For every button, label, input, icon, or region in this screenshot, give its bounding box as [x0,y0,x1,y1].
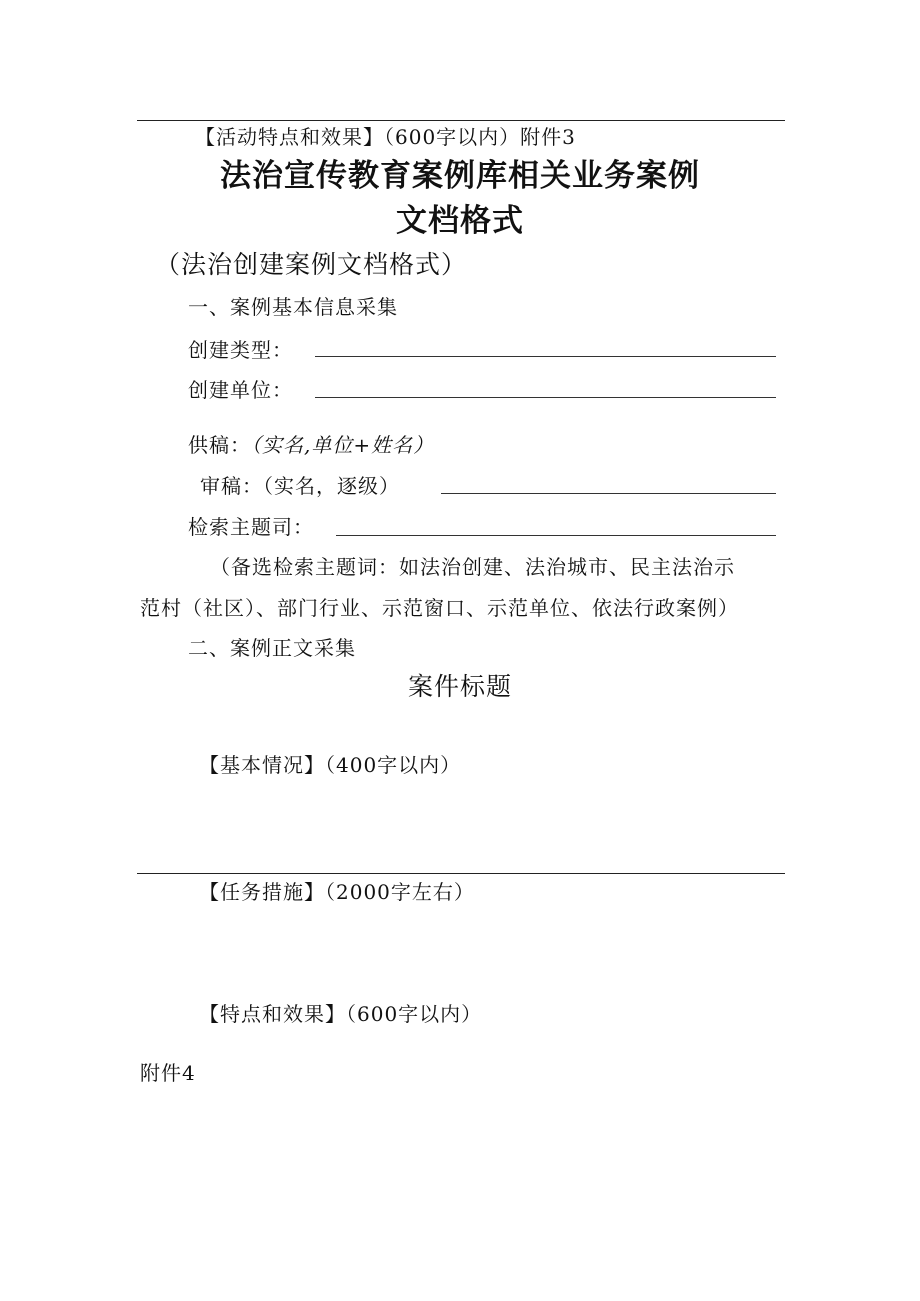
create-type-label: 创建类型： [188,338,293,362]
top-note: 【活动特点和效果】（600字以内）附件3 [195,125,576,149]
case-title: 案件标题 [407,672,512,701]
create-type-blank[interactable] [315,356,776,357]
keywords-blank[interactable] [336,535,776,536]
keywords-note-line1: （备选检索主题词：如法治创建、法治城市、民主法治示 [210,555,735,579]
middle-divider [137,873,785,874]
basic-info-heading: 【基本情况】（400字以内） [199,753,462,777]
keywords-label: 检索主题司： [188,515,314,539]
attachment4-label: 附件4 [140,1061,196,1085]
document-subtitle: （法治创建案例文档格式） [155,250,468,279]
reviewer-blank[interactable] [441,493,776,494]
keywords-note-line2: 范村（社区）、部门行业、示范窗口、示范单位、依法行政案例） [140,596,739,620]
features-heading: 【特点和效果】（600字以内） [199,1002,483,1026]
create-unit-blank[interactable] [315,397,776,398]
reviewer-label: 审稿：（实名，逐级） [200,474,400,498]
section1-heading: 一、案例基本信息采集 [188,295,398,319]
measures-heading: 【任务措施】（2000字左右） [199,880,475,904]
contributor-field [188,433,434,457]
top-divider [137,120,785,121]
contributor-hint: （实名,单位+姓名） [251,433,435,457]
create-unit-label: 创建单位： [188,378,293,402]
contributor-label: 供稿： [188,433,251,457]
document-title-line1: 法治宣传教育案例库相关业务案例 [220,158,700,194]
document-title-line2: 文档格式 [396,203,524,239]
section2-heading: 二、案例正文采集 [188,636,356,660]
